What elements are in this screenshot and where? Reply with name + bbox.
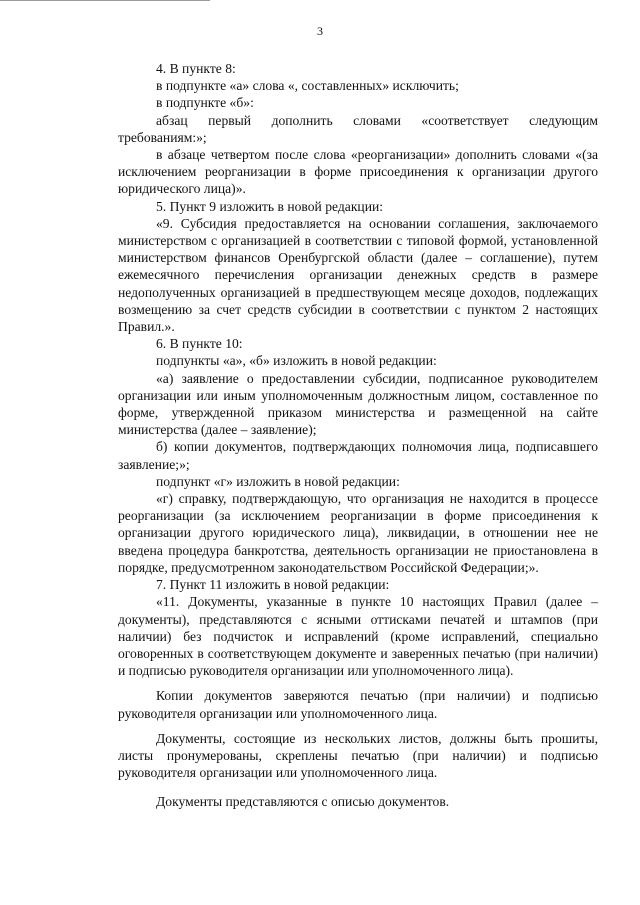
paragraph-item-9-text: «9. Субсидия предоставляется на основании соглашения, заключаемого министерством с организацией в соответствии с типовой формой, установленной министерством финансов Оренбургской области (далее – соглашение), путем ежемесячного перечисления организации денежных средств в размере недополученных организацией в предшествующем месяце доходов, подлежащих возмещению за счет средств субсидии в соответствии с пунктом 2 настоящих Правил.».: [118, 215, 598, 335]
paragraph-subitem-a: в подпункте «а» слова «, составленных» исключить;: [156, 78, 459, 94]
paragraph-subitem-a-text: «а) заявление о предоставлении субсидии, подписанное руководителем организации или иным уполномоченным должностным лицом, составленное по форме, утвержденной приказом министерства и размещенной на сайте министерства (далее – заявление);: [118, 370, 598, 438]
paragraph-multi-sheet: Документы, состоящие из нескольких листов, должны быть прошиты, листы пронумерованы, скреплены печатью (при наличии) и подписью руководителя организации или уполномоченного лица.: [118, 730, 598, 781]
paragraph-subitem-b-text: б) копии документов, подтверждающих полномочия лица, подписавшего заявление;»;: [118, 439, 598, 472]
paragraph-subitem-g-text: «г) справку, подтверждающую, что организация не находится в процессе реорганизации (за исключением реорганизации в форме присоединения к организации другого юридического лица), ликвидации, в отношении нее не введена процедура банкротства, деятельность организации не приостановлена в порядке, предусмотренном законодательством Российской Федерации;».: [118, 491, 598, 575]
paragraph-item-7-heading: 7. Пункт 11 изложить в новой редакции:: [156, 577, 390, 593]
document-body: [118, 60, 598, 811]
paragraph-inventory: Документы представляются с описью документов.: [156, 794, 450, 810]
paragraph-fourth-abzac: в абзаце четвертом после слова «реорганизации» дополнить словами «(за исключением реорганизации в форме присоединения к организации другого юридического лица)».: [118, 147, 598, 197]
paragraph-subitem-g: подпункт «г» изложить в новой редакции:: [156, 473, 400, 489]
paragraph-subitems-a-b: подпункты «а», «б» изложить в новой редакции:: [156, 353, 437, 369]
paragraph-item-4-heading: 4. В пункте 8:: [156, 61, 236, 76]
scan-edge-line: [0, 0, 210, 1]
paragraph-item-11-text: «11. Документы, указанные в пункте 10 настоящих Правил (далее – документы), представляются с ясными оттисками печатей и штампов (при наличии) без подчисток и исправлений (кроме исправлений, специально оговоренных в соответствующем документе и заверенных печатью (при наличии) и подписью руководителя организации или уполномоченного лица).: [118, 594, 598, 679]
paragraph-subitem-b: в подпункте «б»:: [156, 95, 254, 111]
paragraph-first-abzac: абзац первый дополнить словами «соответствует следующим требованиям:»;: [118, 112, 598, 145]
page-number: 3: [317, 24, 323, 38]
paragraph-copies: Копии документов заверяются печатью (при наличии) и подписью руководителя организации или уполномоченного лица.: [118, 688, 598, 721]
paragraph-item-5-heading: 5. Пункт 9 изложить в новой редакции:: [156, 198, 384, 214]
paragraph-item-6-heading: 6. В пункте 10:: [156, 336, 243, 352]
